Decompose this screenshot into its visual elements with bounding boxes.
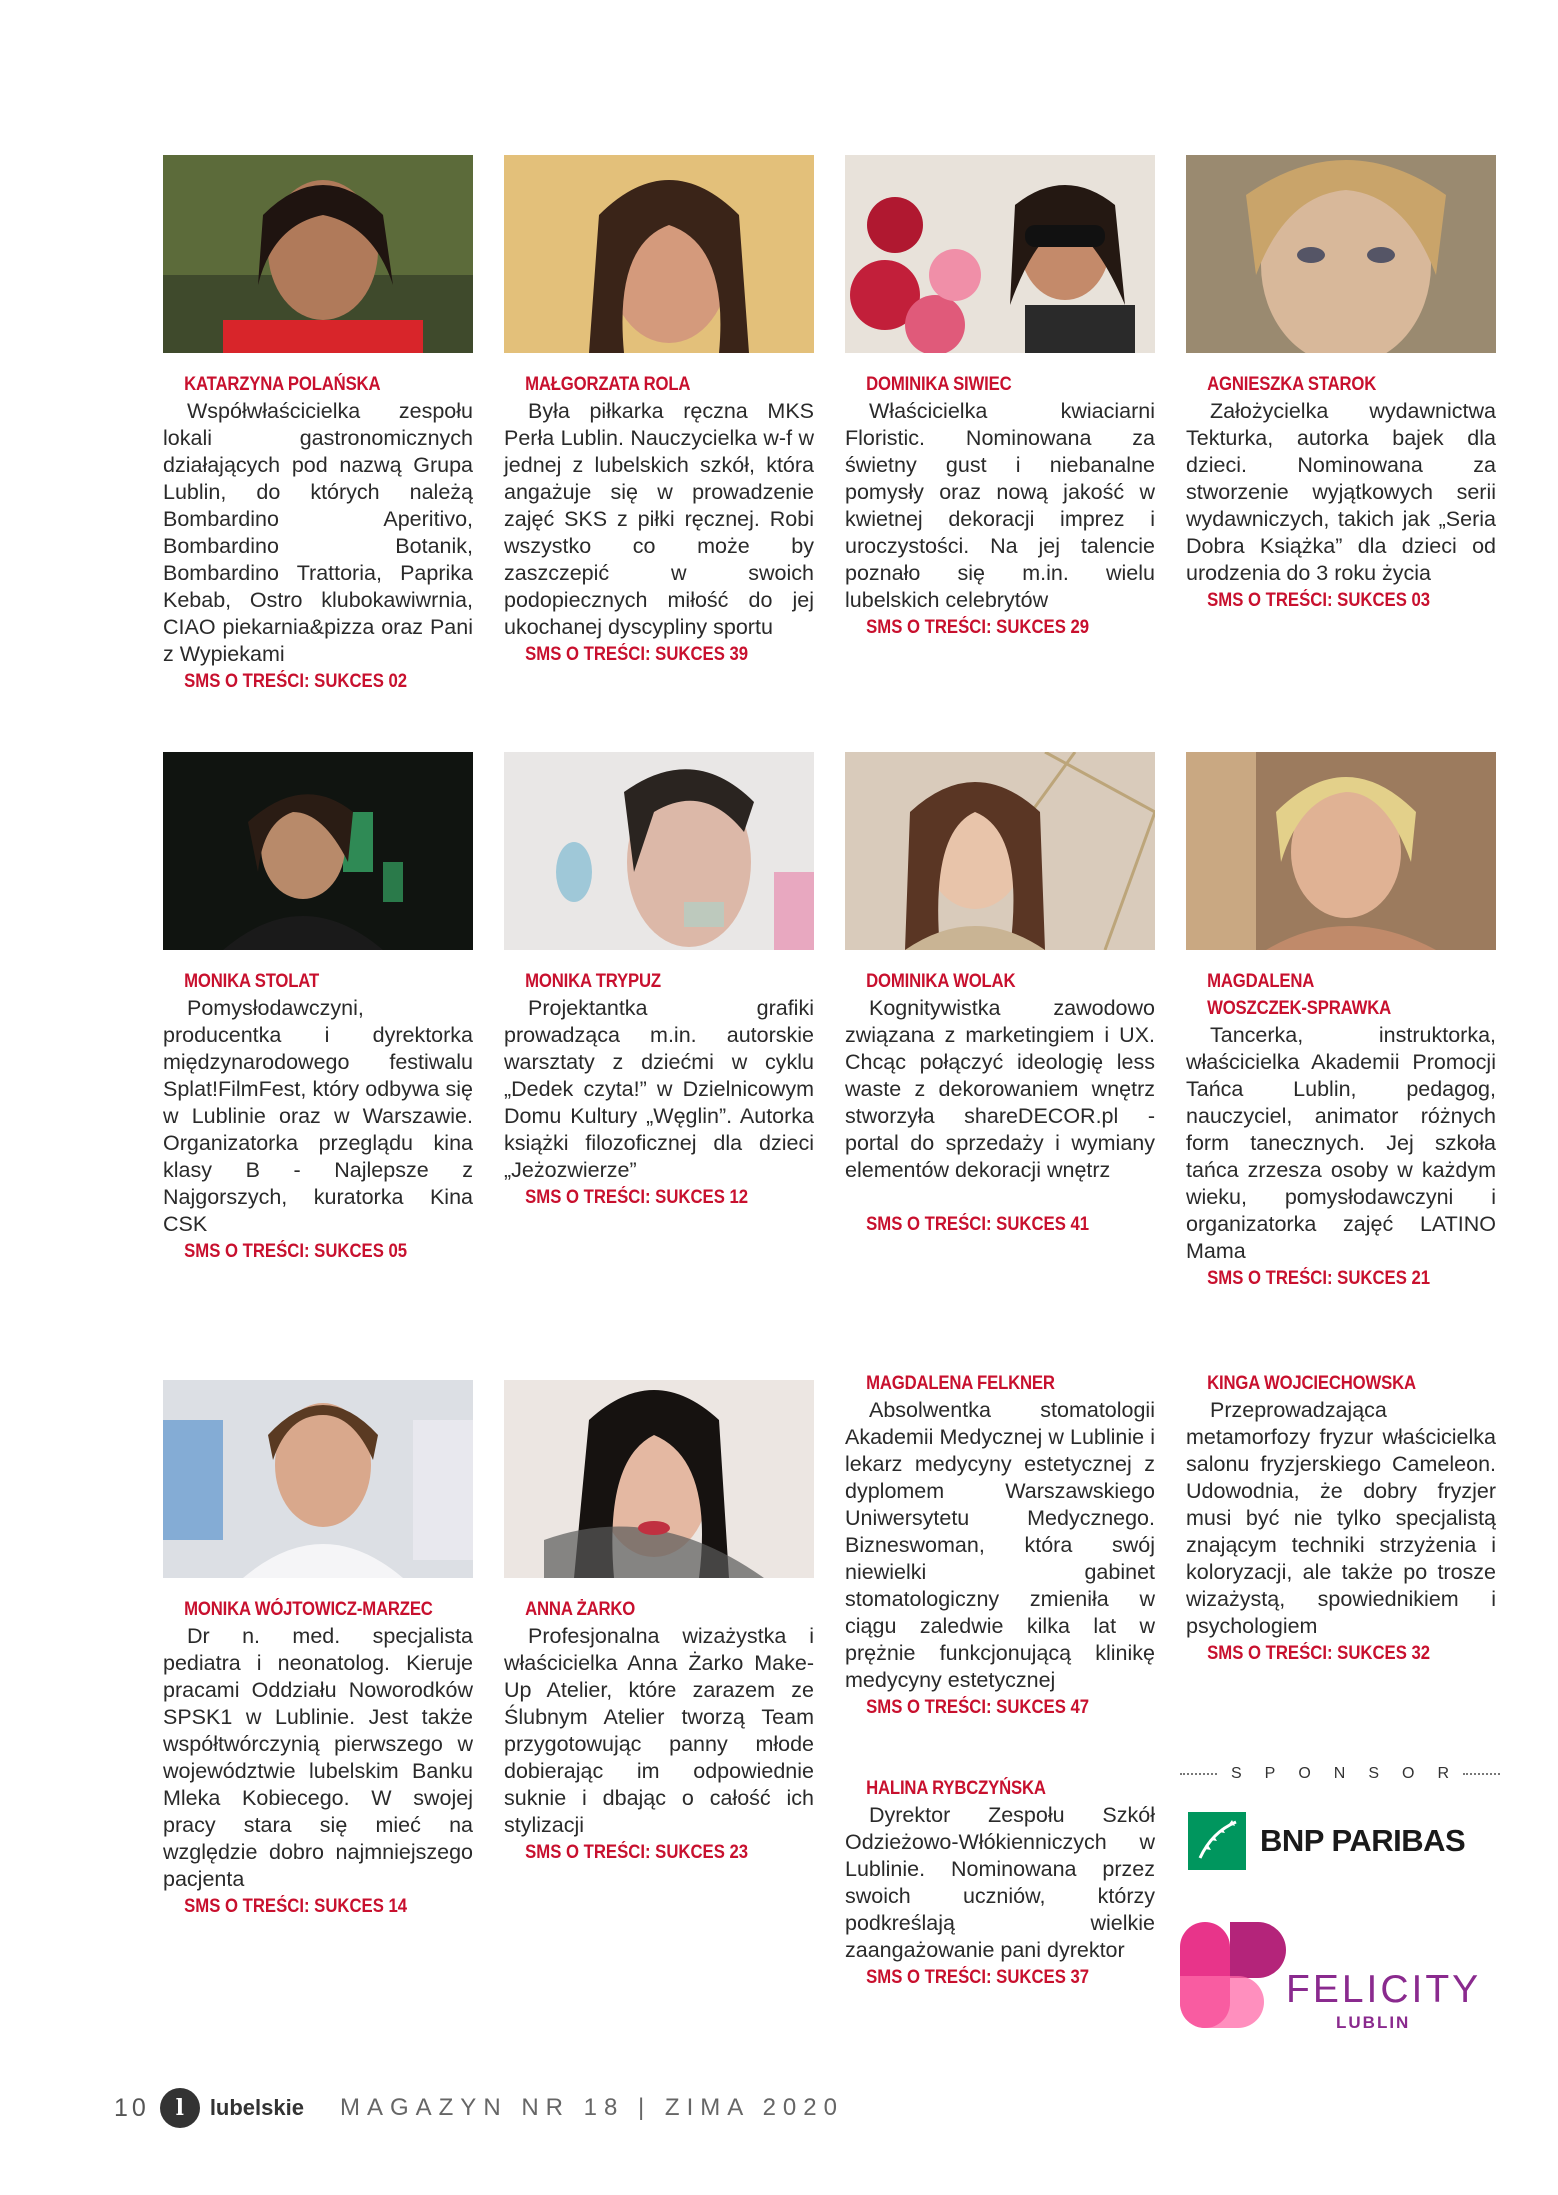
card-malgorzata-rola (504, 371, 814, 668)
person-description: Pomysłodawczyni, producentka i dyrektorka międzynarodowego festiwalu Splat!FilmFest, który odbywa się w Lublinie oraz w Warszawie. Organizatorka przeglądu kina klasy B - Najlepsze z Najgorszych, kuratorka Kina CSK (163, 996, 473, 1236)
sms-code: SMS O TREŚCI: SUKCES 03 (1207, 590, 1431, 611)
bnp-text: BNP PARIBAS (1260, 1823, 1466, 1858)
person-name: MONIKA TRYPUZ (525, 971, 661, 992)
person-description: Przeprowadzająca metamorfozy fryzur właścicielka salonu fryzjerskiego Cameleon. Udowodnia, że dobry fryzjer musi być nie tylko specjalistą znającym techniki strzyżenia i koloryzacji, ale także po trosze wizażystą, spowiednikiem i psychologiem (1186, 1398, 1496, 1638)
sms-code: SMS O TREŚCI: SUKCES 21 (1207, 1268, 1431, 1289)
person-description: Kognitywistka zawodowo związana z marketingiem i UX. Chcąc połączyć ideologię less waste z dekorowaniem wnętrz stworzyła shareDECOR.pl - portal do sprzedaży i wymiany elementów dekoracji wnętrz (845, 996, 1155, 1182)
sms-code: SMS O TREŚCI: SUKCES 47 (866, 1697, 1090, 1718)
card-anna-zarko (504, 1596, 814, 1866)
lubelskie-logo-text: lubelskie (209, 2095, 304, 2120)
photo-katarzyna-polanska (163, 155, 473, 353)
sms-code: SMS O TREŚCI: SUKCES 23 (525, 1842, 749, 1863)
bnp-stars-icon (1188, 1812, 1246, 1870)
person-description: Dyrektor Zespołu Szkół Odzieżowo-Włókienniczych w Lublinie. Nominowana przez swoich uczniów, którzy podkreślają wielkie zaangażowanie pani dyrektor (845, 1803, 1155, 1962)
photo-monika-trypuz (504, 752, 814, 950)
card-agnieszka-starok (1186, 371, 1496, 614)
card-katarzyna-polanska (163, 371, 473, 695)
sponsor-text: SPONSOR (1231, 1765, 1473, 1782)
person-description: Profesjonalna wizażystka i właścicielka Anna Żarko Make-Up Atelier, które zarazem ze Ślubnym Atelier tworzą Team przygotowując panny młode dobierając im odpowiednie suknie i dbając o całość ich stylizacji (504, 1624, 814, 1837)
person-name: AGNIESZKA STAROK (1207, 374, 1377, 395)
person-description: Współwłaścicielka zespołu lokali gastronomicznych działających pod nazwą Grupa Lublin, do których należą Bombardino Aperitivo, Bombardino Botanik, Bombardino Trattoria, Paprika Kebab, Ostro klubokawiwrnia, CIAO piekarnia&pizza oraz Pani z Wypiekami (163, 399, 473, 666)
page-footer (114, 2088, 844, 2128)
sms-code: SMS O TREŚCI: SUKCES 41 (866, 1214, 1090, 1235)
sms-code: SMS O TREŚCI: SUKCES 05 (184, 1241, 408, 1262)
card-dominika-siwiec (845, 371, 1155, 641)
photo-agnieszka-starok (1186, 155, 1496, 353)
sms-code: SMS O TREŚCI: SUKCES 32 (1207, 1643, 1431, 1664)
person-description: Właścicielka kwiaciarni Floristic. Nominowana za świetny gust i niebanalne pomysły oraz nową jakość w kwietnej dekoracji imprez i uroczystości. Na jej talencie poznało się m.in. wielu lubelskich celebrytów (845, 399, 1155, 612)
felicity-sub: LUBLIN (1336, 2013, 1411, 2032)
sponsor-label (1180, 1765, 1500, 1783)
divider (1180, 1773, 1217, 1775)
photo-monika-wojtowicz-marzec (163, 1380, 473, 1578)
person-description: Była piłkarka ręczna MKS Perła Lublin. Nauczycielka w-f w jednej z lubelskich szkół, która angażuje się w prowadzenie zajęć SKS z piłki ręcznej. Robi wszystko co może by zaszczepić w swoich podopiecznych miłość do jej ukochanej dyscypliny sportu (504, 399, 814, 639)
felicity-logo (1178, 1920, 1508, 2040)
lubelskie-logo-icon: l (160, 2088, 200, 2128)
photo-dominika-siwiec (845, 155, 1155, 353)
person-name: DOMINIKA WOLAK (866, 971, 1016, 992)
card-monika-wojtowicz-marzec (163, 1596, 473, 1920)
photo-monika-stolat (163, 752, 473, 950)
photo-magdalena-woszczek-sprawka (1186, 752, 1496, 950)
sms-code: SMS O TREŚCI: SUKCES 29 (866, 617, 1090, 638)
person-name-line2: WOSZCZEK-SPRAWKA (1207, 998, 1392, 1019)
card-halina-rybczynska (845, 1775, 1155, 1991)
person-description: Założycielka wydawnictwa Tekturka, autorka bajek dla dzieci. Nominowana za stworzenie wyjątkowych serii wydawniczych, takich jak „Seria Dobra Książka” dla dzieci od urodzenia do 3 roku życia (1186, 399, 1496, 585)
card-magdalena-felkner (845, 1370, 1155, 1721)
card-kinga-wojciechowska (1186, 1370, 1496, 1667)
person-name: ANNA ŻARKO (525, 1599, 636, 1620)
person-name: KATARZYNA POLAŃSKA (184, 374, 381, 395)
photo-anna-zarko (504, 1380, 814, 1578)
card-magdalena-woszczek-sprawka (1186, 968, 1496, 1292)
divider (1463, 1773, 1500, 1775)
photo-malgorzata-rola (504, 155, 814, 353)
sms-code: SMS O TREŚCI: SUKCES 39 (525, 644, 749, 665)
card-monika-stolat (163, 968, 473, 1265)
person-name: MAŁGORZATA ROLA (525, 374, 691, 395)
person-description: Absolwentka stomatologii Akademii Medycznej w Lublinie i lekarz medycyny estetycznej z dyplomem Warszawskiego Uniwersytetu Medycznego. Bizneswoman, która swój niewielki gabinet stomatologiczny zmieniła w ciągu zaledwie kilka lat w prężnie funkcjonującą klinikę medycyny estetycznej (845, 1398, 1155, 1692)
sms-code: SMS O TREŚCI: SUKCES 02 (184, 671, 408, 692)
card-dominika-wolak (845, 968, 1155, 1238)
person-description: Tancerka, instruktorka, właścicielka Akademii Promocji Tańca Lublin, pedagog, nauczyciel, animator różnych form tanecznych. Jej szkoła tańca zrzesza osoby w każdym wieku, pomysłodawczyni i organizatorka zajęć LATINO Mama (1186, 1023, 1496, 1263)
sms-code: SMS O TREŚCI: SUKCES 37 (866, 1967, 1090, 1988)
person-name: HALINA RYBCZYŃSKA (866, 1778, 1046, 1799)
person-name: MAGDALENA (1207, 971, 1315, 992)
person-name: MONIKA WÓJTOWICZ-MARZEC (184, 1599, 433, 1620)
sms-code: SMS O TREŚCI: SUKCES 14 (184, 1896, 408, 1917)
person-name: DOMINIKA SIWIEC (866, 374, 1012, 395)
magazine-issue: MAGAZYN NR 18 | ZIMA 2020 (339, 2094, 844, 2121)
felicity-mark-icon (1178, 1920, 1288, 2030)
photo-dominika-wolak (845, 752, 1155, 950)
person-name: MONIKA STOLAT (184, 971, 319, 992)
person-name: KINGA WOJCIECHOWSKA (1207, 1373, 1416, 1394)
bnp-paribas-logo (1188, 1812, 1465, 1870)
felicity-text: FELICITY (1286, 1968, 1482, 2011)
person-name: MAGDALENA FELKNER (866, 1373, 1055, 1394)
person-description: Dr n. med. specjalista pediatra i neonatolog. Kieruje pracami Oddziału Noworodków SPSK1 w Lublinie. Jest także współtwórczynią pierwszego w województwie lubelskim Banku Mleka Kobiecego. W swojej pracy stara się mieć na względzie dobro najmniejszego pacjenta (163, 1624, 473, 1891)
card-monika-trypuz (504, 968, 814, 1211)
person-description: Projektantka grafiki prowadząca m.in. autorskie warsztaty z dziećmi w cyklu „Dedek czyta!” w Dzielnicowym Domu Kultury „Węglin”. Autorka książki filozoficznej dla dzieci „Jeżozwierze” (504, 996, 814, 1182)
sms-code: SMS O TREŚCI: SUKCES 12 (525, 1187, 749, 1208)
page-number: 10 (114, 2093, 150, 2122)
